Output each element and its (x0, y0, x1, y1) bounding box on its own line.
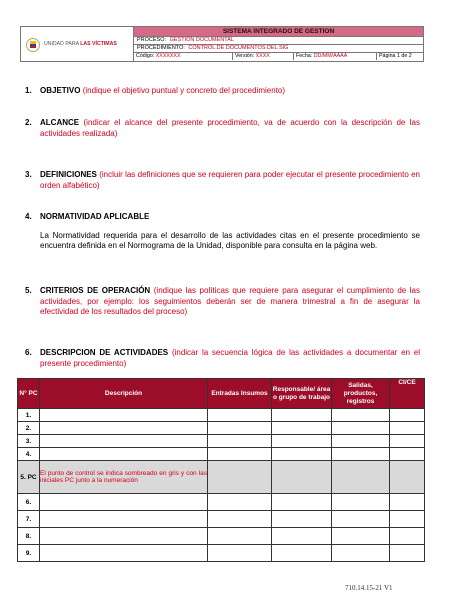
section-number: 1. (25, 86, 32, 95)
system-title: SISTEMA INTEGRADO DE GESTION (134, 27, 423, 37)
header-salidas: Salidas, productos, registros (332, 379, 390, 409)
table-row (18, 545, 425, 562)
table-row-pc (18, 461, 425, 494)
codigo-cell (134, 53, 233, 60)
proceso-label: PROCESO: (137, 37, 167, 43)
codigo-label: Código: (136, 53, 155, 59)
section-title: NORMATIVIDAD APLICABLE (40, 212, 150, 221)
table-row (18, 409, 425, 422)
procedimiento-label: PROCEDIMIENTO: (137, 45, 185, 51)
section-hint: (indicar la secuencia lógica de las actividades a documentar en el presente procedimiento) (40, 348, 420, 368)
fecha-label: Fecha: (296, 53, 313, 59)
proceso-value: GESTIÓN DOCUMENTAL (169, 37, 234, 43)
proceso-row (134, 37, 423, 45)
section-number: 6. (25, 348, 32, 357)
version-cell (233, 53, 294, 60)
section-hint: (incluir las definiciones que se requieren para poder ejecutar el presente procedimiento en orden alfabético) (40, 170, 420, 190)
pagina-cell: Página 1 de 2 (379, 53, 412, 59)
activities-table (17, 378, 425, 562)
row-number: 4. (18, 448, 40, 461)
logo-cell (21, 27, 134, 61)
section-body: La Normatividad requerida para el desarrollo de las actividades citas en el presente procedimiento se encuentra definida en el Normograma de la Unidad, disponible para consulta en la página web. (40, 230, 420, 250)
header-descripcion: Descripción (40, 379, 208, 409)
fecha-value: DD/MM/AAAA (313, 53, 348, 59)
section-number: 3. (25, 170, 32, 179)
footer-code: 710.14.15-21 V1 (345, 584, 393, 592)
table-row (18, 435, 425, 448)
procedimiento-row (134, 45, 423, 53)
section-hint: (indicar el alcance del presente procedimiento, va de acuerdo con la descripción de las actividades realizada) (40, 118, 420, 138)
unidad-victimas-logo-icon (25, 37, 41, 53)
row-number: 8. (18, 528, 40, 545)
header-responsable: Responsable/ área o grupo de trabajo (272, 379, 332, 409)
header-entradas: Entradas Insumos (208, 379, 272, 409)
section-number: 5. (25, 286, 32, 295)
row-number: 9. (18, 545, 40, 562)
codigo-value: XXXXXXX (155, 53, 181, 59)
section-number: 2. (25, 118, 32, 127)
row-number: 3. (18, 435, 40, 448)
section-title: OBJETIVO (40, 86, 81, 95)
logo-text (44, 41, 117, 47)
row-number: 2. (18, 422, 40, 435)
table-row (18, 494, 425, 511)
section-title: DEFINICIONES (40, 170, 97, 179)
row-number: 5. PC (18, 461, 40, 494)
header-num-pc: N° PC (18, 379, 40, 409)
table-row (18, 422, 425, 435)
row-number: 1. (18, 409, 40, 422)
version-value: XXXX (255, 53, 270, 59)
table-row (18, 528, 425, 545)
section-title: ALCANCE (40, 118, 80, 127)
pc-note: El punto de control se indica sombreado en gris y con las iniciales PC junto a la numeración (40, 461, 208, 494)
table-row (18, 448, 425, 461)
table-header-row (18, 379, 425, 409)
procedimiento-value: CONTROL DE DOCUMENTOS DEL SIG (188, 45, 289, 51)
header-cice: CI/CE (390, 379, 425, 409)
section-title: DESCRIPCION DE ACTIVIDADES (40, 348, 169, 357)
row-number: 6. (18, 494, 40, 511)
document-header (20, 26, 424, 62)
section-number: 4. (25, 212, 32, 221)
row-number: 7. (18, 511, 40, 528)
section-hint: (indique las políticas que requiere para asegurar el cumplimiento de las actividades, por ejemplo: los seguimientos deberán ser de manera trimestral a fin de asegurar la efectividad de los resultados del proceso) (40, 286, 420, 316)
version-label: Versión: (235, 53, 255, 59)
meta-row (134, 53, 423, 60)
table-row (18, 511, 425, 528)
logo-text-prefix: UNIDAD PARA (44, 41, 81, 47)
fecha-cell (294, 53, 377, 60)
section-hint: (indique el objetivo puntual y concreto del procedimiento) (82, 86, 286, 95)
logo-text-suffix: LAS VÍCTIMAS (80, 41, 117, 47)
section-title: CRITERIOS DE OPERACIÓN (40, 286, 151, 295)
